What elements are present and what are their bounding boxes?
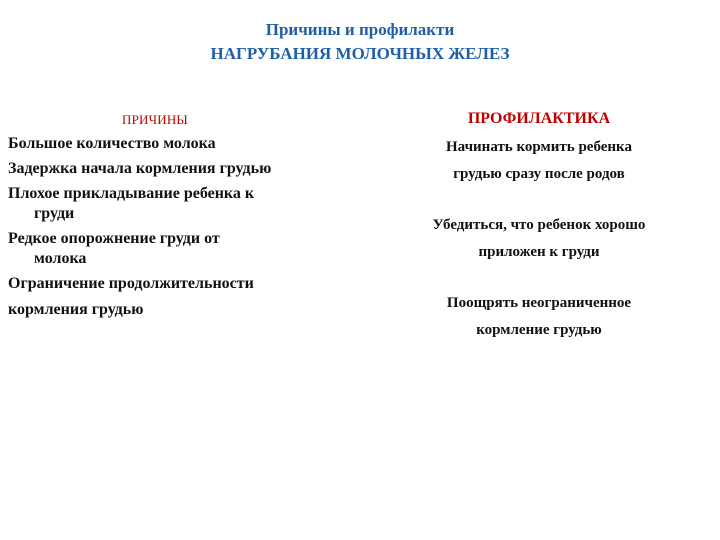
prevention-item: [366, 134, 712, 188]
cause-text: Ограничение продолжительности: [8, 275, 254, 292]
cause-text-continuation: молока: [34, 250, 87, 267]
prevention-item: [366, 290, 712, 344]
cause-text: Задержка начала кормления грудью: [8, 160, 272, 177]
cause-item: [8, 229, 348, 269]
prevention-heading: ПРОФИЛАКТИКА: [467, 110, 611, 127]
prevention-text: Убедиться, что ребенок хорошо: [432, 217, 646, 233]
cause-text: Большое количество молока: [8, 135, 216, 152]
prevention-text: Поощрять неограниченное: [446, 295, 632, 311]
prevention-text-continuation: грудью сразу после родов: [453, 166, 625, 182]
prevention-text-continuation: кормление грудью: [476, 322, 602, 338]
cause-text: Редкое опорожнение груди от: [8, 230, 220, 247]
cause-item: [8, 134, 348, 154]
cause-item: [8, 159, 348, 179]
prevention-text: Начинать кормить ребенка: [446, 139, 632, 155]
cause-text-continuation: кормления грудью: [8, 301, 144, 318]
title-line-1: Причины и профилакти: [265, 20, 455, 39]
causes-list: [8, 134, 348, 325]
cause-item: [8, 184, 348, 224]
page-title: [0, 18, 720, 66]
causes-heading: ПРИЧИНЫ: [122, 112, 188, 127]
prevention-text-continuation: приложен к груди: [478, 244, 600, 260]
cause-item: [8, 274, 348, 320]
cause-text-continuation: груди: [34, 205, 75, 222]
title-line-2: НАГРУБАНИЯ МОЛОЧНЫХ ЖЕЛЕЗ: [210, 44, 510, 63]
prevention-item: [366, 212, 712, 266]
cause-text: Плохое прикладывание ребенка к: [8, 185, 255, 202]
prevention-list: [366, 134, 712, 368]
